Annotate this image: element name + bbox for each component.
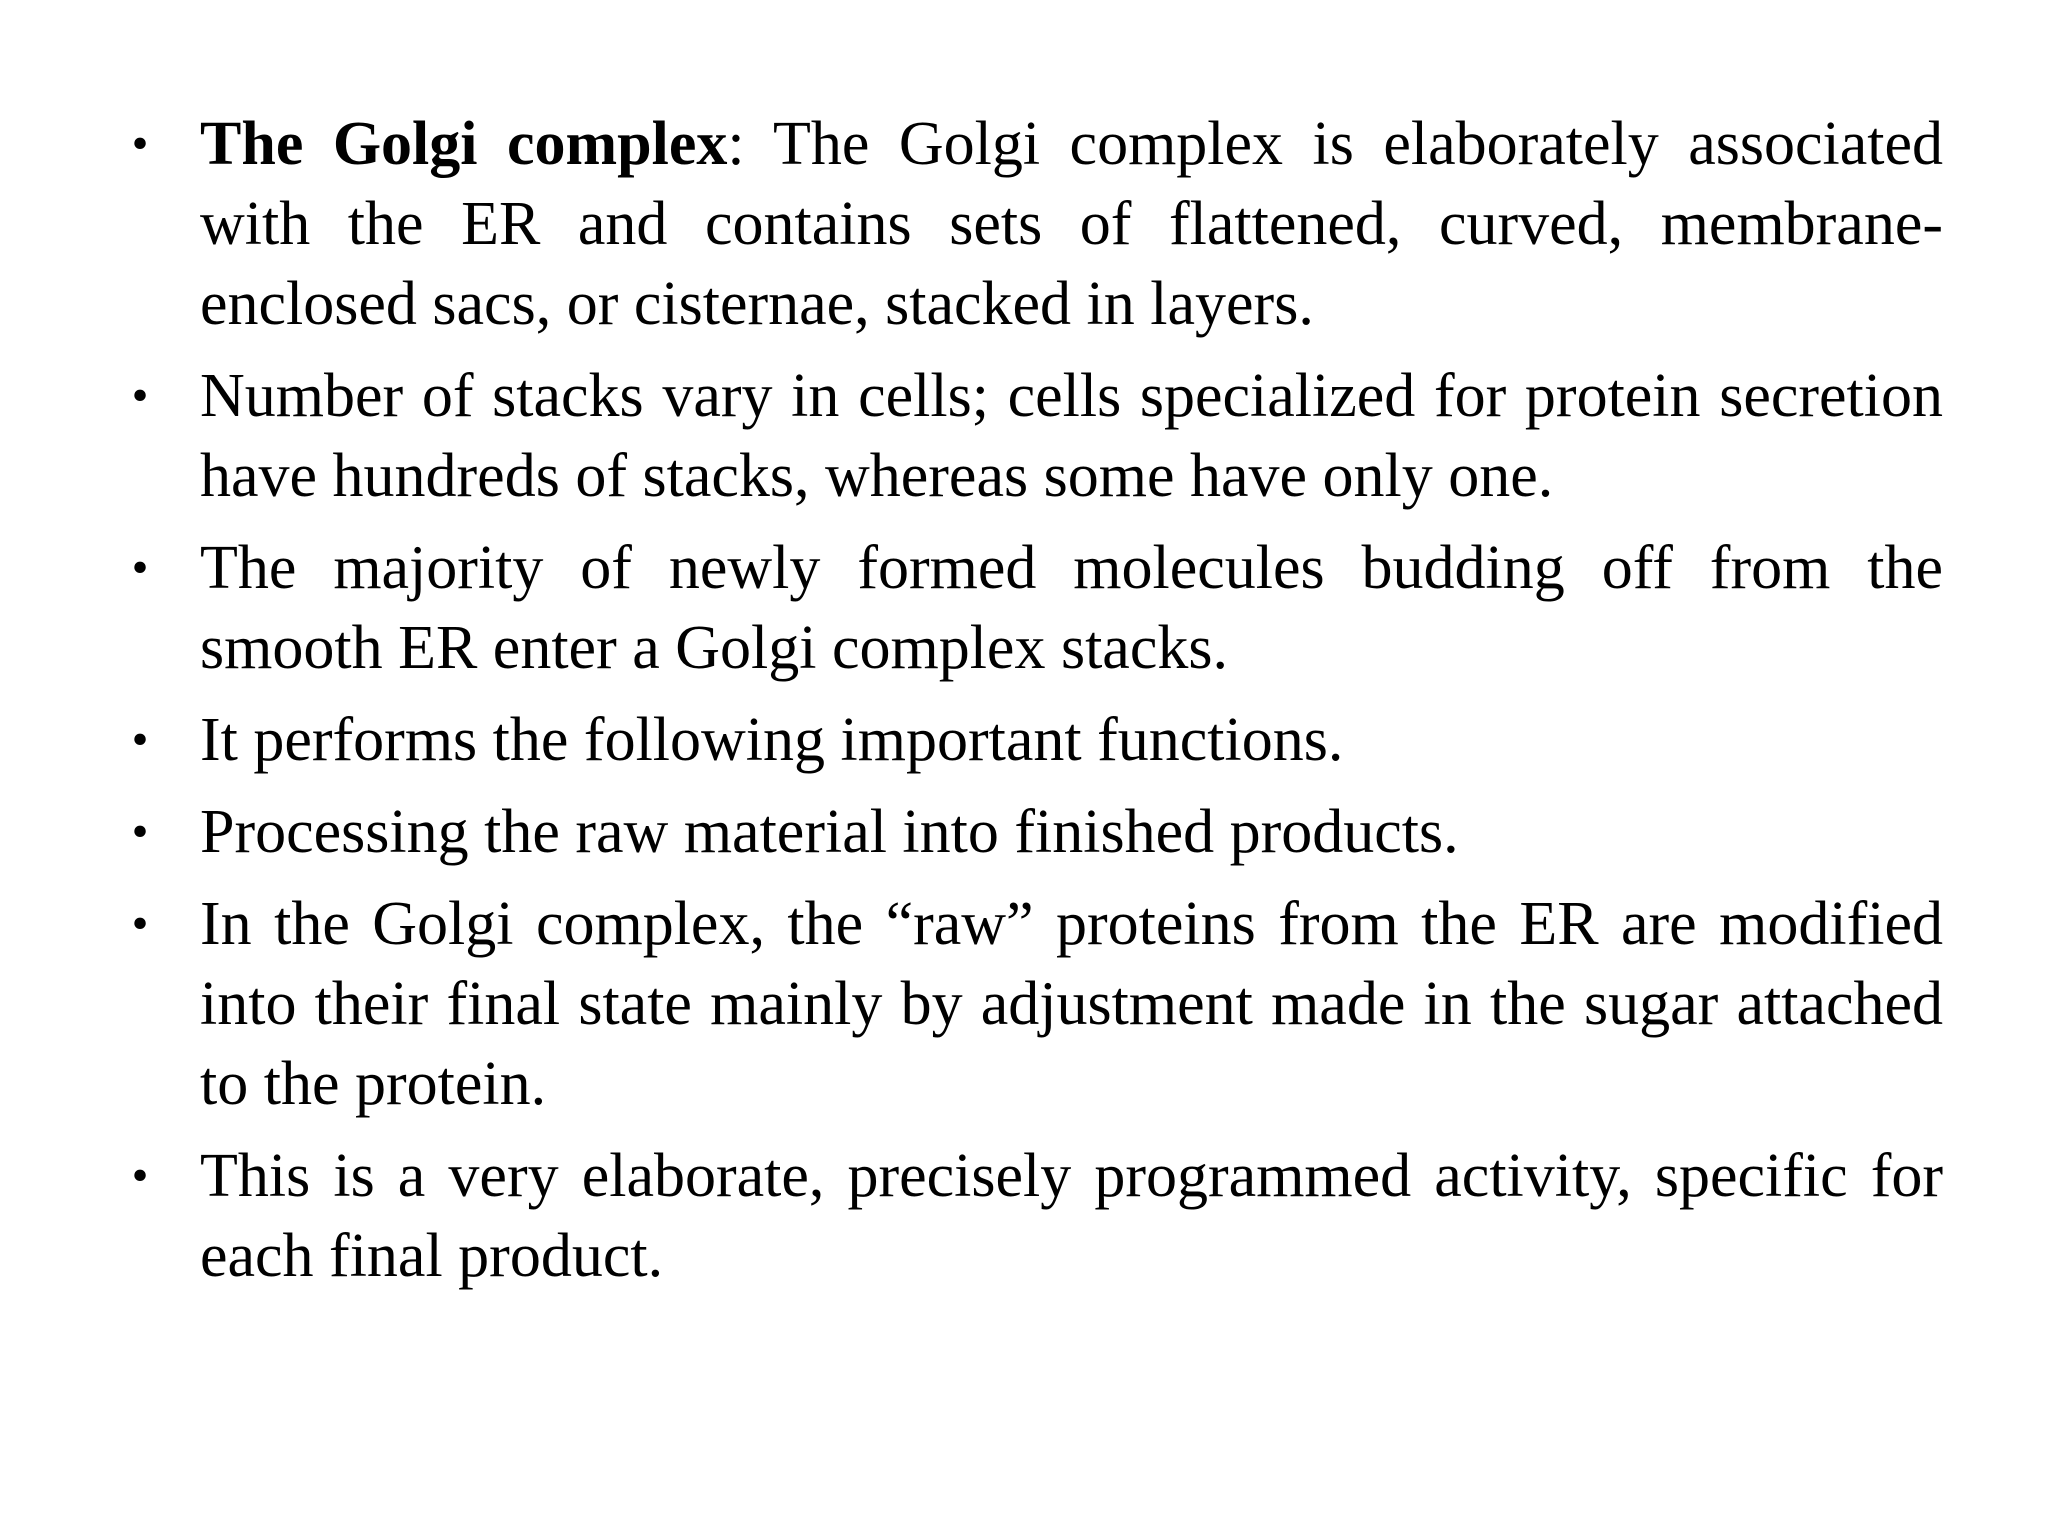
bullet-item-majority-of-molecules — [131, 528, 1943, 688]
bullet-text: In the Golgi complex, the “raw” proteins from the ER are modified into their final state mainly by adjustment made in the sugar attached to the protein. — [200, 890, 1943, 1118]
bullet-text: This is a very elaborate, precisely programmed activity, specific for each final product. — [200, 1142, 1943, 1290]
bullet-item-processing — [131, 792, 1943, 872]
bullet-item-functions — [131, 700, 1943, 780]
bullet-marker: • — [131, 713, 149, 766]
bullet-item-golgi-complex — [131, 104, 1944, 344]
bullet-marker: • — [131, 117, 149, 170]
bullet-text: : The Golgi complex is elaborately associated with the ER and contains sets of flattened, curved, membrane- enclosed sacs, or cisternae, stacked in layers. — [200, 110, 1944, 338]
bullet-item-number-of-stacks — [131, 356, 1943, 516]
bullet-text: The majority of newly formed molecules budding off from the smooth ER enter a Golgi complex stacks. — [200, 534, 1943, 682]
bullet-marker: • — [131, 897, 149, 950]
bullet-text: It performs the following important functions. — [200, 706, 1344, 774]
bullet-marker: • — [131, 1149, 149, 1202]
bullet-term: The Golgi complex — [200, 110, 728, 178]
bullet-marker: • — [131, 805, 149, 858]
bullet-marker: • — [131, 369, 149, 422]
bullet-marker: • — [131, 541, 149, 594]
bullet-text: Processing the raw material into finished products. — [200, 798, 1459, 866]
bullet-list — [131, 104, 1944, 1308]
bullet-item-elaborate-activity — [131, 1136, 1943, 1296]
bullet-item-raw-proteins — [131, 884, 1943, 1124]
bullet-text: Number of stacks vary in cells; cells specialized for protein secretion have hundreds of stacks, whereas some have only one. — [200, 362, 1943, 510]
